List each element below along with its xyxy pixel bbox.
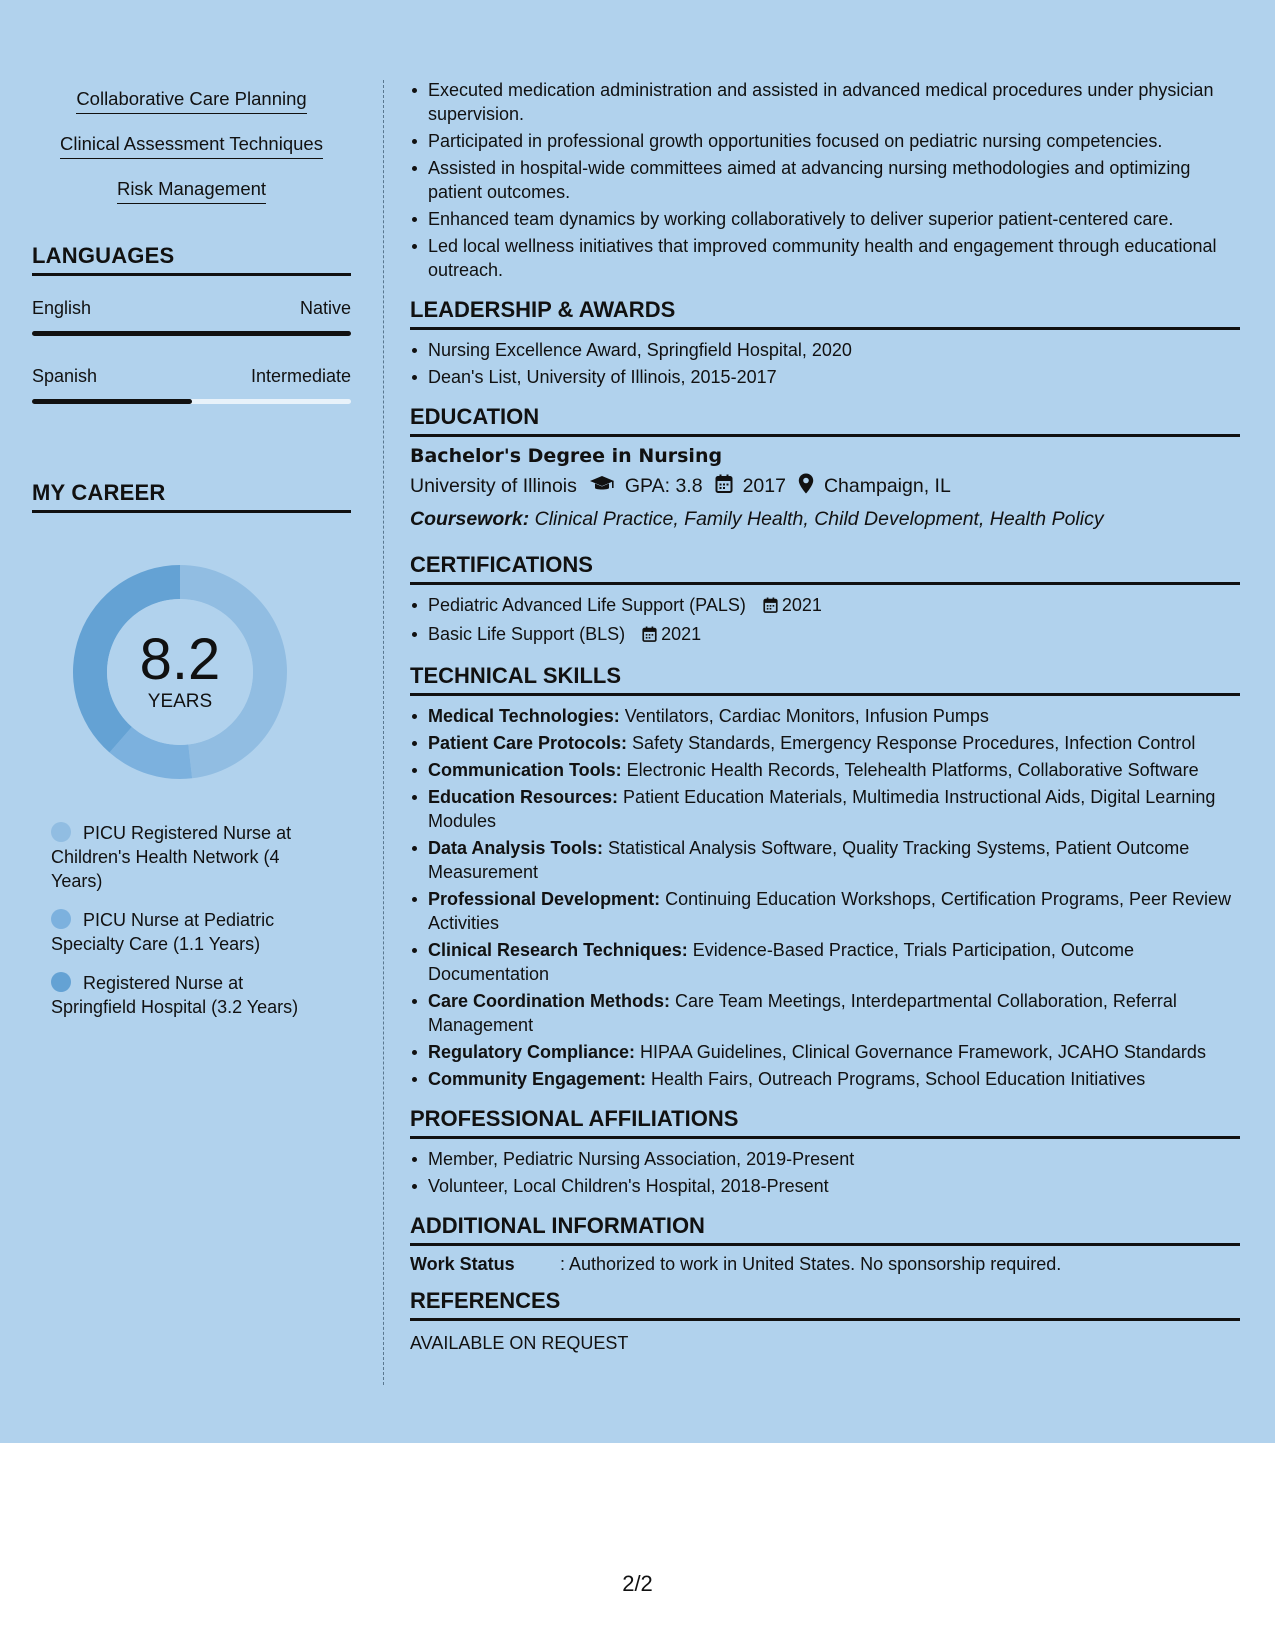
technical-skill-item (428, 1040, 1240, 1064)
languages-heading: LANGUAGES (32, 243, 351, 276)
certification-year: 2021 (781, 595, 822, 615)
career-center-label (65, 629, 295, 713)
experience-bullet: Participated in professional growth opportunities focused on pediatric nursing competencies. (428, 129, 1240, 153)
language-proficiency-fill (32, 399, 192, 404)
calendar-icon (763, 595, 778, 619)
education-details (410, 473, 1240, 500)
skill-details: HIPAA Guidelines, Clinical Governance Framework, JCAHO Standards (635, 1042, 1206, 1062)
language-spanish (32, 366, 351, 404)
calendar-icon (715, 474, 733, 499)
skill-details: Statistical Analysis Software, Quality Tracking Systems, Patient Outcome Measurement (428, 838, 1190, 882)
certifications-list (410, 593, 1240, 648)
award-item: Nursing Excellence Award, Springfield Hospital, 2020 (428, 338, 1240, 362)
legend-item (51, 821, 321, 893)
skill-category: Patient Care Protocols: (428, 733, 628, 753)
degree-title: Bachelor's Degree in Nursing (410, 445, 723, 467)
references-text: AVAILABLE ON REQUEST (410, 1333, 629, 1353)
career-donut-chart (65, 557, 295, 787)
school-location: Champaign, IL (823, 475, 951, 497)
calendar-icon (642, 624, 657, 648)
skill-item: Risk Management (117, 178, 266, 204)
experience-bullet: Enhanced team dynamics by working collaboratively to deliver superior patient-centered care. (428, 207, 1240, 231)
skill-item: Collaborative Care Planning (76, 88, 306, 114)
skill-category: Professional Development: (428, 889, 661, 909)
skill-details: Safety Standards, Emergency Response Procedures, Infection Control (627, 733, 1196, 753)
technical-skill-item (428, 785, 1240, 833)
certifications-heading: CERTIFICATIONS (410, 551, 1240, 585)
technical-skill-item (428, 938, 1240, 986)
coursework (410, 508, 1240, 531)
career-legend (51, 821, 321, 1019)
skill-category: Education Resources: (428, 787, 619, 807)
leadership-heading: LEADERSHIP & AWARDS (410, 296, 1240, 330)
skill-details: Ventilators, Cardiac Monitors, Infusion Pumps (619, 706, 989, 726)
skill-category: Regulatory Compliance: (428, 1042, 636, 1062)
career-total-years: 8.2 (139, 627, 221, 692)
skill-category: Care Coordination Methods: (428, 991, 670, 1011)
skill-category: Clinical Research Techniques: (428, 940, 688, 960)
skill-details: Electronic Health Records, Telehealth Platforms, Collaborative Software (621, 760, 1199, 780)
language-proficiency-bar (32, 399, 351, 404)
technical-skill-item (428, 704, 1240, 728)
legend-dot (51, 972, 71, 992)
work-status-value: : Authorized to work in United States. No sponsorship required. (560, 1254, 1062, 1274)
legend-dot (51, 822, 71, 842)
school-name: University of Illinois (410, 475, 577, 497)
coursework-label: Coursework: (410, 508, 530, 530)
graduation-year: 2017 (742, 475, 786, 497)
technical-skill-item (428, 836, 1240, 884)
skills-list (32, 80, 351, 215)
technical-skill-item (428, 887, 1240, 935)
skill-category: Communication Tools: (428, 760, 622, 780)
certification-item (428, 622, 1240, 648)
affiliation-item: Member, Pediatric Nursing Association, 2019-Present (428, 1147, 1240, 1171)
sidebar (32, 80, 351, 1034)
legend-label: PICU Registered Nurse at Children's Health Network (4 Years) (51, 823, 292, 891)
skill-item: Clinical Assessment Techniques (60, 133, 323, 159)
career-unit: YEARS (147, 691, 213, 712)
technical-skill-item (428, 758, 1240, 782)
certification-year: 2021 (661, 624, 702, 644)
experience-bullet: Led local wellness initiatives that improved community health and engagement through educational outreach. (428, 234, 1240, 282)
legend-label: Registered Nurse at Springfield Hospital (3.2 Years) (51, 973, 299, 1017)
certification-name: Basic Life Support (BLS) (428, 624, 626, 644)
graduation-cap-icon (589, 475, 615, 499)
skill-details: Evidence-Based Practice, Trials Participation, Outcome Documentation (428, 940, 1134, 984)
main-content (410, 78, 1240, 1354)
affiliations-heading: PROFESSIONAL AFFILIATIONS (410, 1105, 1240, 1139)
legend-item (51, 908, 321, 956)
skill-details: Care Team Meetings, Interdepartmental Collaboration, Referral Management (428, 991, 1177, 1035)
skill-details: Patient Education Materials, Multimedia Instructional Aids, Digital Learning Modules (428, 787, 1216, 831)
skill-details: Health Fairs, Outreach Programs, School Education Initiatives (646, 1069, 1146, 1089)
education-heading: EDUCATION (410, 403, 1240, 437)
affiliation-item: Volunteer, Local Children's Hospital, 2018-Present (428, 1174, 1240, 1198)
language-name: English (32, 298, 92, 318)
legend-dot (51, 909, 71, 929)
legend-label: PICU Nurse at Pediatric Specialty Care (1.1 Years) (51, 910, 275, 954)
column-divider (383, 80, 384, 1385)
experience-bullets (410, 78, 1240, 282)
language-proficiency-fill (32, 331, 351, 336)
legend-item (51, 971, 321, 1019)
affiliations-list (410, 1147, 1240, 1198)
technical-skills-heading: TECHNICAL SKILLS (410, 662, 1240, 696)
work-status-label: Work Status (410, 1254, 515, 1274)
coursework-list: Clinical Practice, Family Health, Child Development, Health Policy (529, 508, 1104, 530)
technical-skill-item (428, 1067, 1240, 1091)
page-number: 2/2 (622, 1571, 653, 1596)
certification-name: Pediatric Advanced Life Support (PALS) (428, 595, 746, 615)
references-heading: REFERENCES (410, 1287, 1240, 1321)
language-level: Intermediate (250, 366, 351, 386)
gpa: GPA: 3.8 (624, 475, 703, 497)
language-proficiency-bar (32, 331, 351, 336)
map-pin-icon (798, 473, 814, 500)
technical-skill-item (428, 731, 1240, 755)
technical-skills-list (410, 704, 1240, 1091)
skill-details: Continuing Education Workshops, Certification Programs, Peer Review Activities (428, 889, 1231, 933)
certification-item (428, 593, 1240, 619)
experience-bullet: Assisted in hospital-wide committees aimed at advancing nursing methodologies and optimizing patient outcomes. (428, 156, 1240, 204)
career-heading: MY CAREER (32, 480, 351, 513)
leadership-list (410, 338, 1240, 389)
award-item: Dean's List, University of Illinois, 2015-2017 (428, 365, 1240, 389)
language-name: Spanish (32, 366, 98, 386)
language-level: Native (299, 298, 351, 318)
experience-bullet: Executed medication administration and assisted in advanced medical procedures under physician supervision. (428, 78, 1240, 126)
language-english (32, 298, 351, 336)
skill-category: Community Engagement: (428, 1069, 647, 1089)
skill-category: Medical Technologies: (428, 706, 620, 726)
technical-skill-item (428, 989, 1240, 1037)
work-status-row (410, 1254, 1240, 1275)
skill-category: Data Analysis Tools: (428, 838, 604, 858)
additional-info-heading: ADDITIONAL INFORMATION (410, 1212, 1240, 1246)
